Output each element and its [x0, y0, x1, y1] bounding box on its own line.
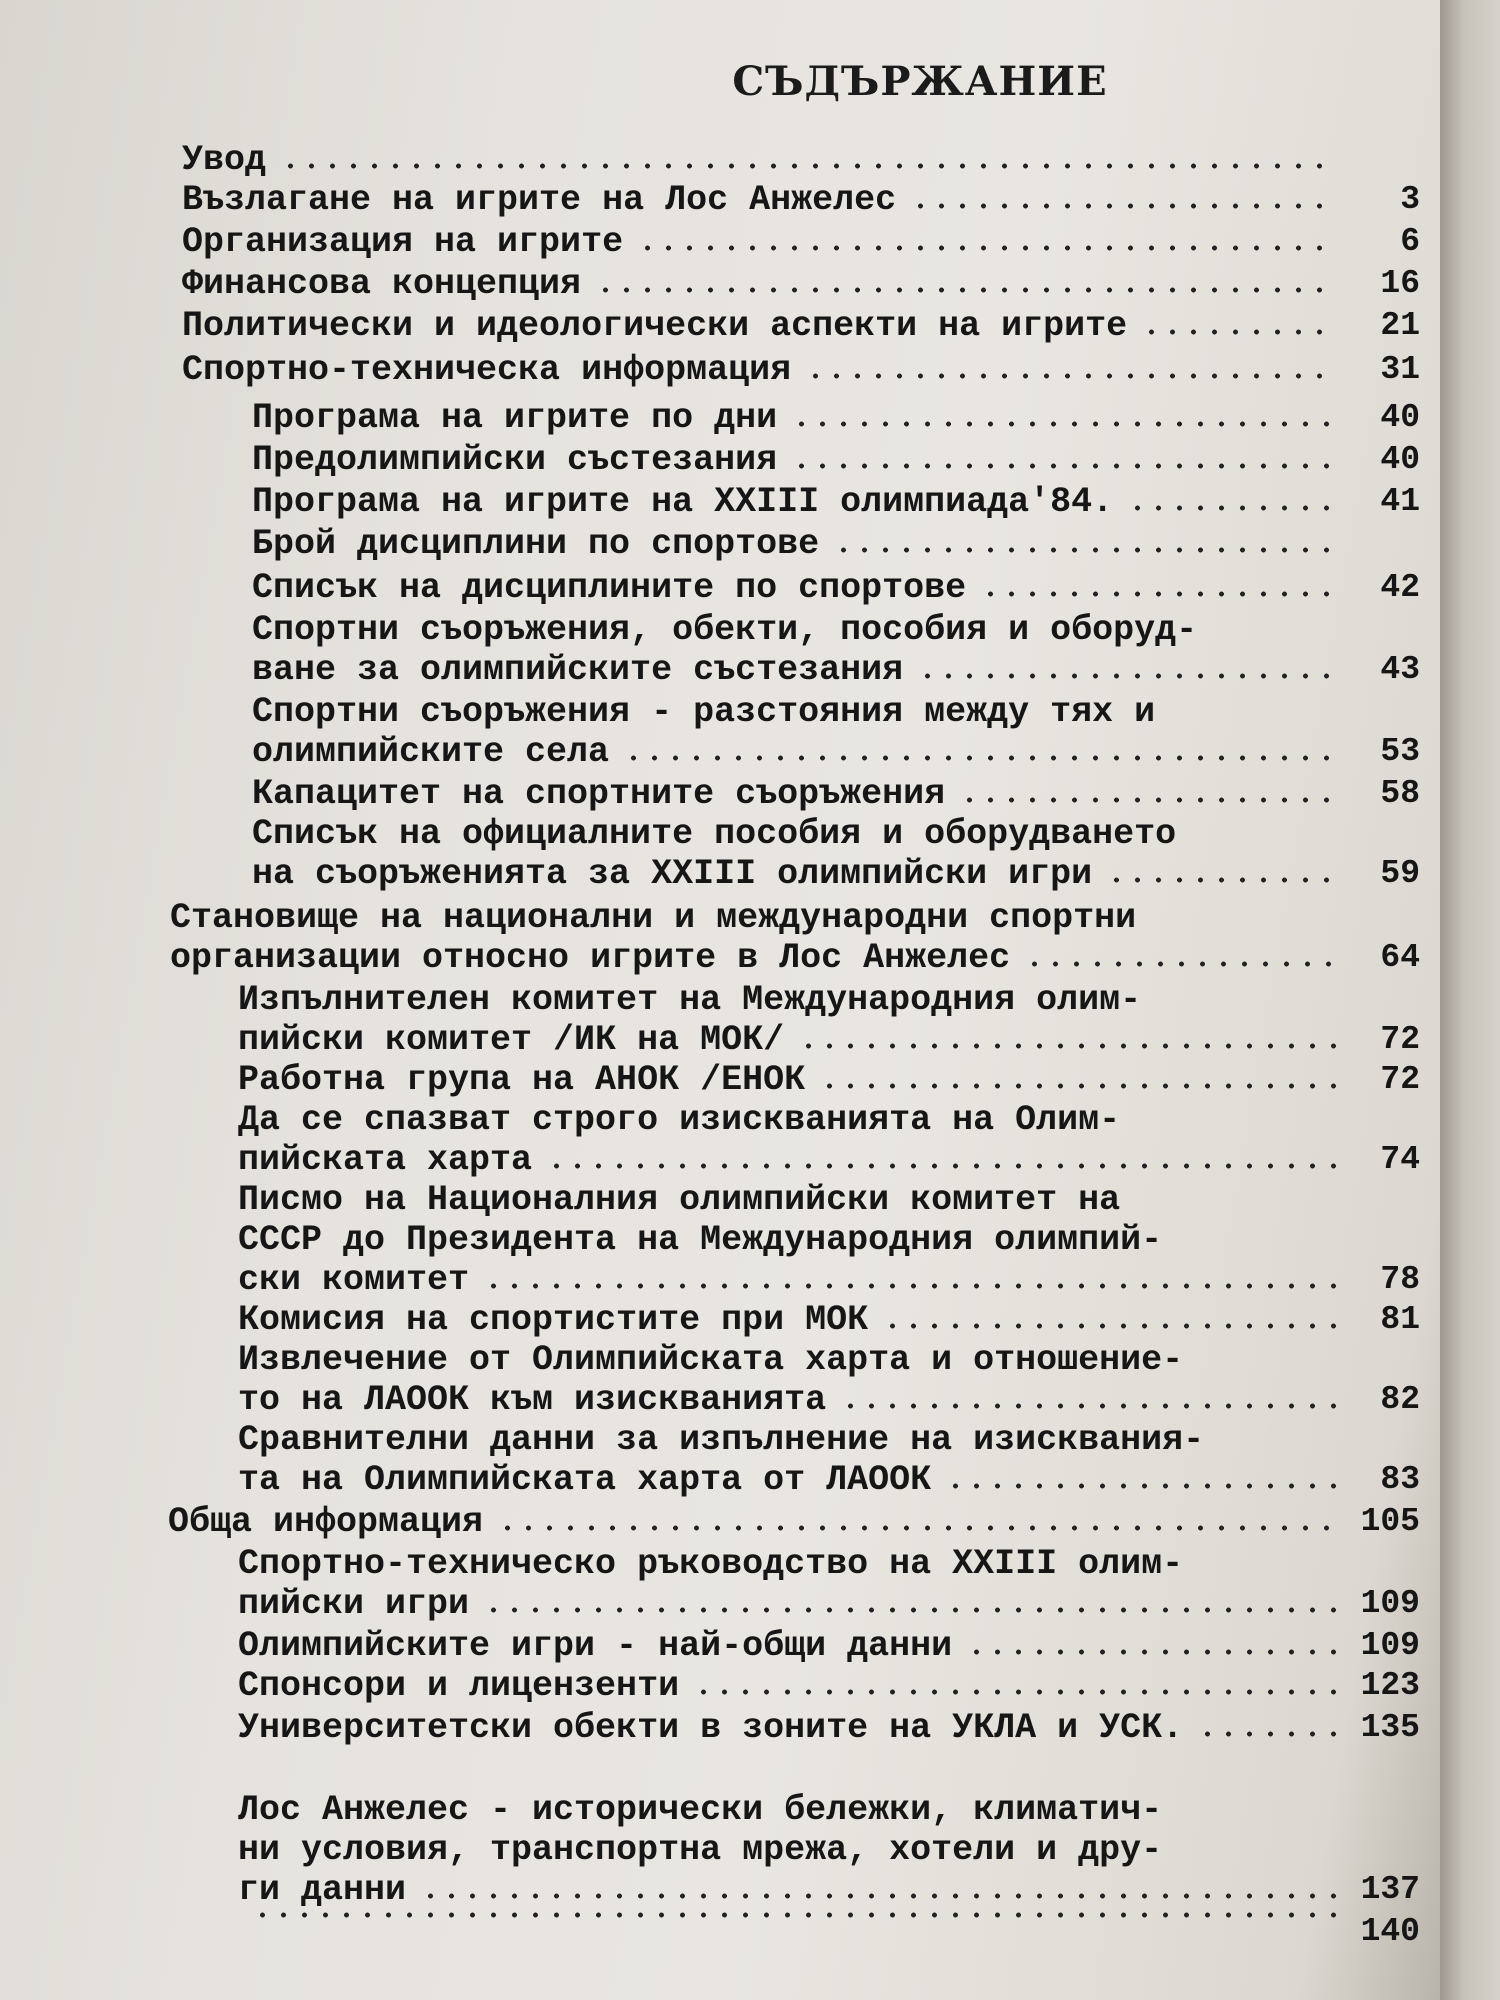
dot-leader — [1127, 505, 1338, 511]
dot-leader — [483, 1283, 1338, 1289]
dot-leader — [623, 755, 1338, 761]
page-number: 105 — [1360, 1503, 1420, 1540]
toc-entry — [252, 524, 1420, 564]
page-number: 81 — [1380, 1301, 1420, 1338]
toc-entry-text: на съоръженията за XXIII олимпийски игри — [252, 854, 1093, 894]
toc-entry-text: Сравнителни данни за изпълнение на изисквания- — [238, 1420, 1205, 1460]
toc-entry-text: Възлагане на игрите на Лос Анжелес — [182, 180, 897, 220]
toc-entry-text: ги данни — [238, 1870, 407, 1910]
dot-leader — [882, 1323, 1338, 1329]
toc-entry-text: Капацитет на спортните съоръжения — [252, 774, 946, 814]
page-number: 40 — [1380, 399, 1420, 436]
dot-leader — [980, 591, 1338, 597]
toc-entry — [182, 264, 1420, 304]
toc-entry — [238, 1912, 1420, 1952]
toc-entry-text: Увод — [182, 140, 267, 180]
page-number: 16 — [1380, 265, 1420, 302]
page-number: 109 — [1360, 1585, 1420, 1622]
dot-leader — [595, 287, 1338, 293]
toc-entry-text: пийската харта — [238, 1140, 533, 1180]
toc-entry-text: Спортно-техническа информация — [182, 350, 792, 390]
toc-entry — [238, 1626, 1420, 1666]
toc-entry-text: ване за олимпийските състезания — [252, 650, 904, 690]
page-number: 109 — [1360, 1627, 1420, 1664]
dot-leader — [840, 1403, 1338, 1409]
toc-entry — [252, 814, 1420, 894]
toc-entry-text: Изпълнителен комитет на Международния олим- — [238, 980, 1142, 1020]
toc-entry-text: ни условия, транспортна мрежа, хотели и дру- — [238, 1830, 1163, 1870]
toc-entry — [252, 692, 1420, 772]
toc-entry — [168, 1502, 1420, 1542]
dot-leader — [483, 1607, 1338, 1613]
toc-entry — [238, 980, 1420, 1060]
toc-entry-text: Организация на игрите — [182, 222, 624, 262]
toc-entry-text: Обща информация — [168, 1502, 484, 1542]
toc-entry — [238, 1790, 1420, 1910]
page-number: 6 — [1400, 223, 1420, 260]
toc-entry-text: Олимпийските игри - най-общи данни — [238, 1626, 953, 1666]
toc-entry-text: Лос Анжелес - исторически бележки, климатич- — [238, 1790, 1163, 1830]
toc-entry-text: пийски игри — [238, 1584, 470, 1624]
page-number: 137 — [1360, 1871, 1420, 1908]
toc-entry-text: Становище на национални и международни спортни — [170, 898, 1137, 938]
page-number: 74 — [1380, 1141, 1420, 1178]
dot-leader — [819, 1083, 1338, 1089]
page-number: 135 — [1360, 1709, 1420, 1746]
toc-entry — [252, 398, 1420, 438]
toc-entry-text: Списък на дисциплините по спортове — [252, 568, 967, 608]
dot-leader — [1024, 961, 1338, 967]
toc-entry-text: Спортни съоръжения - разстояния между тях и — [252, 692, 1156, 732]
dot-leader — [798, 1043, 1338, 1049]
toc-entry-text: Спонсори и лицензенти — [238, 1666, 680, 1706]
dot-leader — [280, 163, 1338, 169]
dot-leader — [805, 373, 1338, 379]
dot-leader — [1141, 329, 1338, 335]
toc-entry-text: Политически и идеологически аспекти на игрите — [182, 306, 1128, 346]
page-number: 41 — [1380, 483, 1420, 520]
page-number: 43 — [1380, 651, 1420, 688]
toc-entry-text: Писмо на Националния олимпийски комитет на — [238, 1180, 1121, 1220]
toc-entry-text: олимпийските села — [252, 732, 610, 772]
toc-entry — [182, 350, 1420, 390]
toc-entry — [182, 140, 1420, 180]
toc-entry — [238, 1544, 1420, 1624]
toc-entry — [182, 180, 1420, 220]
toc-entry — [238, 1300, 1420, 1340]
page-number: 21 — [1380, 307, 1420, 344]
dot-leader — [917, 673, 1338, 679]
toc-entry — [238, 1180, 1420, 1300]
page-number: 83 — [1380, 1461, 1420, 1498]
toc-entry-text: Университетски обекти в зоните на УКЛА и УСК. — [238, 1708, 1184, 1748]
toc-entry-text: та на Олимпийската харта от ЛАООК — [238, 1460, 932, 1500]
toc-entry-text: Комисия на спортистите при МОК — [238, 1300, 869, 1340]
dot-leader — [637, 245, 1338, 251]
dot-leader — [420, 1893, 1338, 1899]
page-number: 31 — [1380, 351, 1420, 388]
dot-leader — [959, 797, 1338, 803]
toc-entry-text: Брой дисциплини по спортове — [252, 524, 820, 564]
page-edge — [1440, 0, 1500, 2000]
toc-entry — [170, 898, 1420, 978]
page-number: 3 — [1400, 181, 1420, 218]
toc-entry-text: то на ЛАООК към изискванията — [238, 1380, 827, 1420]
dot-leader — [252, 1912, 1338, 1918]
toc-entry — [252, 440, 1420, 480]
dot-leader — [1197, 1731, 1338, 1737]
dot-leader — [945, 1483, 1338, 1489]
toc-entry-text: Да се спазват строго изискванията на Олим- — [238, 1100, 1121, 1140]
page-number: 72 — [1380, 1061, 1420, 1098]
toc-entry — [182, 222, 1420, 262]
page-number: 72 — [1380, 1021, 1420, 1058]
dot-leader — [791, 463, 1338, 469]
toc-entry-text: Работна група на АНОК /ЕНОК — [238, 1060, 806, 1100]
toc-entry-text: ски комитет — [238, 1260, 470, 1300]
toc-entry — [238, 1708, 1420, 1748]
toc-entry-text: Списък на официалните пособия и оборудването — [252, 814, 1177, 854]
toc-entry — [238, 1666, 1420, 1706]
toc-entry-text: Предолимпийски състезания — [252, 440, 778, 480]
toc-entry — [238, 1060, 1420, 1100]
dot-leader — [791, 421, 1338, 427]
toc-entry-text: СССР до Президента на Международния олимпий- — [238, 1220, 1163, 1260]
page-number: 40 — [1380, 441, 1420, 478]
toc-entry — [252, 610, 1420, 690]
page-number: 59 — [1380, 855, 1420, 892]
page-number: 123 — [1360, 1667, 1420, 1704]
toc-entry-text: Спортно-техническо ръководство на XXIII олим- — [238, 1544, 1184, 1584]
toc-entry-text: Програма на игрите на XXIII олимпиада'84. — [252, 482, 1114, 522]
toc-entry-text: Финансова концепция — [182, 264, 582, 304]
page-number: 42 — [1380, 569, 1420, 606]
dot-leader — [693, 1689, 1338, 1695]
page-number: 58 — [1380, 775, 1420, 812]
dot-leader — [910, 203, 1338, 209]
toc-entry — [252, 482, 1420, 522]
page-number: 53 — [1380, 733, 1420, 770]
page-title: СЪДЪРЖАНИЕ — [732, 58, 1108, 105]
toc-entry-text: Спортни съоръжения, обекти, пособия и оборуд- — [252, 610, 1198, 650]
page-number: 64 — [1380, 939, 1420, 976]
toc-entry — [182, 306, 1420, 346]
toc-entry-text: организации относно игрите в Лос Анжелес — [170, 938, 1011, 978]
toc-entry-text: Програма на игрите по дни — [252, 398, 778, 438]
dot-leader — [966, 1649, 1338, 1655]
toc-entry — [238, 1100, 1420, 1180]
dot-leader — [497, 1525, 1338, 1531]
dot-leader — [1106, 877, 1338, 883]
page-number: 82 — [1380, 1381, 1420, 1418]
toc-entry — [238, 1340, 1420, 1420]
toc-entry-text: пийски комитет /ИК на МОК/ — [238, 1020, 785, 1060]
dot-leader — [546, 1163, 1338, 1169]
toc-entry — [252, 774, 1420, 814]
toc-entry-text: Извлечение от Олимпийската харта и отношение- — [238, 1340, 1184, 1380]
toc-entry — [238, 1420, 1420, 1500]
toc-entry — [252, 568, 1420, 608]
page-number: 78 — [1380, 1261, 1420, 1298]
page-number: 140 — [1360, 1913, 1420, 1950]
dot-leader — [833, 547, 1338, 553]
